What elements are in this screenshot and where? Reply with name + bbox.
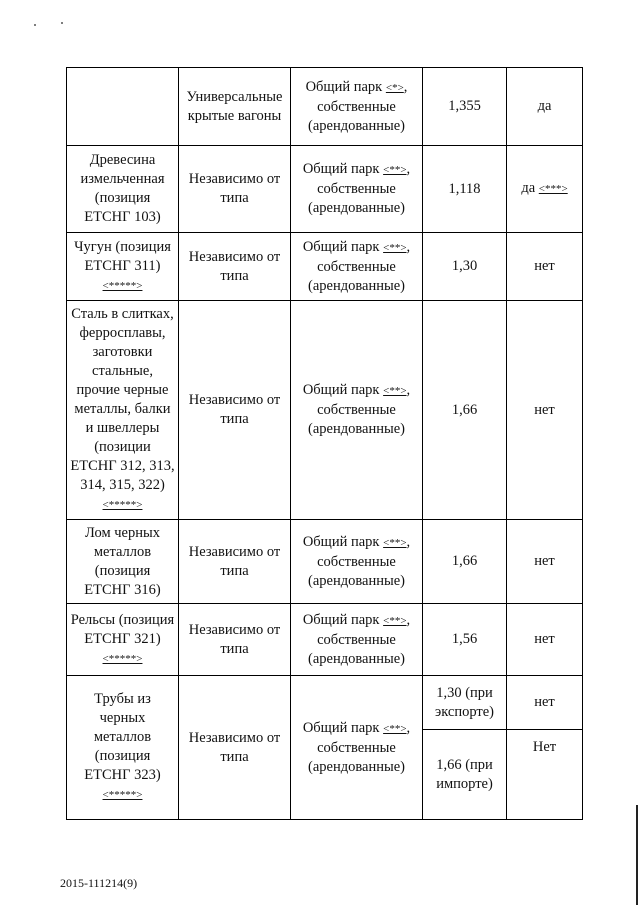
park-cell: Общий парк <**>, собственные (арендованные)	[291, 301, 423, 520]
scan-speck	[34, 24, 36, 26]
scan-speck	[61, 22, 63, 24]
park-cell: Общий парк <*>, собственные (арендованные)	[291, 68, 423, 146]
cargo-cell: Трубы из черных металлов (позиция ЕТСНГ 323) <*****>	[67, 676, 179, 820]
wagon-type-cell: Независимо от типа	[179, 301, 291, 520]
table-row	[67, 604, 583, 676]
footnote-ref: <*****>	[102, 499, 143, 511]
park-cell: Общий парк <**>, собственные (арендованные)	[291, 233, 423, 301]
table-row	[67, 676, 583, 730]
wagon-type-cell: Независимо от типа	[179, 676, 291, 820]
flag-cell: да	[507, 68, 583, 146]
cargo-cell: Лом черных металлов (позиция ЕТСНГ 316)	[67, 520, 179, 604]
footnote-ref: <**>	[383, 536, 407, 549]
tariff-table	[66, 67, 583, 820]
cargo-cell: Чугун (позиция ЕТСНГ 311) <*****>	[67, 233, 179, 301]
flag-cell-import: Нет	[507, 730, 583, 820]
coefficient-cell: 1,66	[423, 301, 507, 520]
coefficient-cell-import: 1,66 (при импорте)	[423, 730, 507, 820]
flag-cell: нет	[507, 301, 583, 520]
flag-cell: да <***>	[507, 146, 583, 233]
table-row	[67, 233, 583, 301]
coefficient-cell: 1,118	[423, 146, 507, 233]
scan-edge-mark	[636, 805, 638, 905]
document-code: 2015-111214(9)	[60, 876, 138, 890]
park-cell: Общий парк <**>, собственные (арендованные)	[291, 520, 423, 604]
coefficient-cell-export: 1,30 (при экспорте)	[423, 676, 507, 730]
footnote-ref: <**>	[383, 241, 407, 254]
table-row	[67, 301, 583, 520]
footnote-ref: <*>	[385, 81, 404, 94]
flag-cell: нет	[507, 604, 583, 676]
park-cell: Общий парк <**>, собственные (арендованные)	[291, 604, 423, 676]
footnote-ref: <**>	[383, 722, 407, 735]
wagon-type-cell: Универсальные крытые вагоны	[179, 68, 291, 146]
cargo-cell: Сталь в слитках, ферросплавы, заготовки стальные, прочие черные металлы, балки и швеллеры (позиции ЕТСНГ 312, 313, 314, 315, 322) <*****>	[67, 301, 179, 520]
cargo-cell: Рельсы (позиция ЕТСНГ 321) <*****>	[67, 604, 179, 676]
flag-cell: нет	[507, 233, 583, 301]
flag-cell: нет	[507, 520, 583, 604]
wagon-type-cell: Независимо от типа	[179, 233, 291, 301]
footnote-ref: <**>	[383, 164, 407, 176]
wagon-type-cell: Независимо от типа	[179, 520, 291, 604]
footnote-ref: <**>	[383, 385, 407, 397]
cargo-cell: Древесина измельченная (позиция ЕТСНГ 103)	[67, 146, 179, 233]
wagon-type-cell: Независимо от типа	[179, 146, 291, 233]
park-cell: Общий парк <**>, собственные (арендованные)	[291, 676, 423, 820]
coefficient-cell: 1,56	[423, 604, 507, 676]
table-row	[67, 520, 583, 604]
coefficient-cell: 1,30	[423, 233, 507, 301]
park-cell: Общий парк <**>, собственные (арендованные)	[291, 146, 423, 233]
table-row	[67, 146, 583, 233]
cargo-cell	[67, 68, 179, 146]
wagon-type-cell: Независимо от типа	[179, 604, 291, 676]
flag-cell-export: нет	[507, 676, 583, 730]
coefficient-cell: 1,66	[423, 520, 507, 604]
footnote-ref: <**>	[383, 614, 407, 627]
footnote-ref: <***>	[538, 183, 568, 195]
footnote-ref: <*****>	[102, 279, 143, 292]
footnote-ref: <*****>	[102, 652, 143, 665]
coefficient-cell: 1,355	[423, 68, 507, 146]
table-row	[67, 68, 583, 146]
footnote-ref: <*****>	[102, 789, 143, 801]
